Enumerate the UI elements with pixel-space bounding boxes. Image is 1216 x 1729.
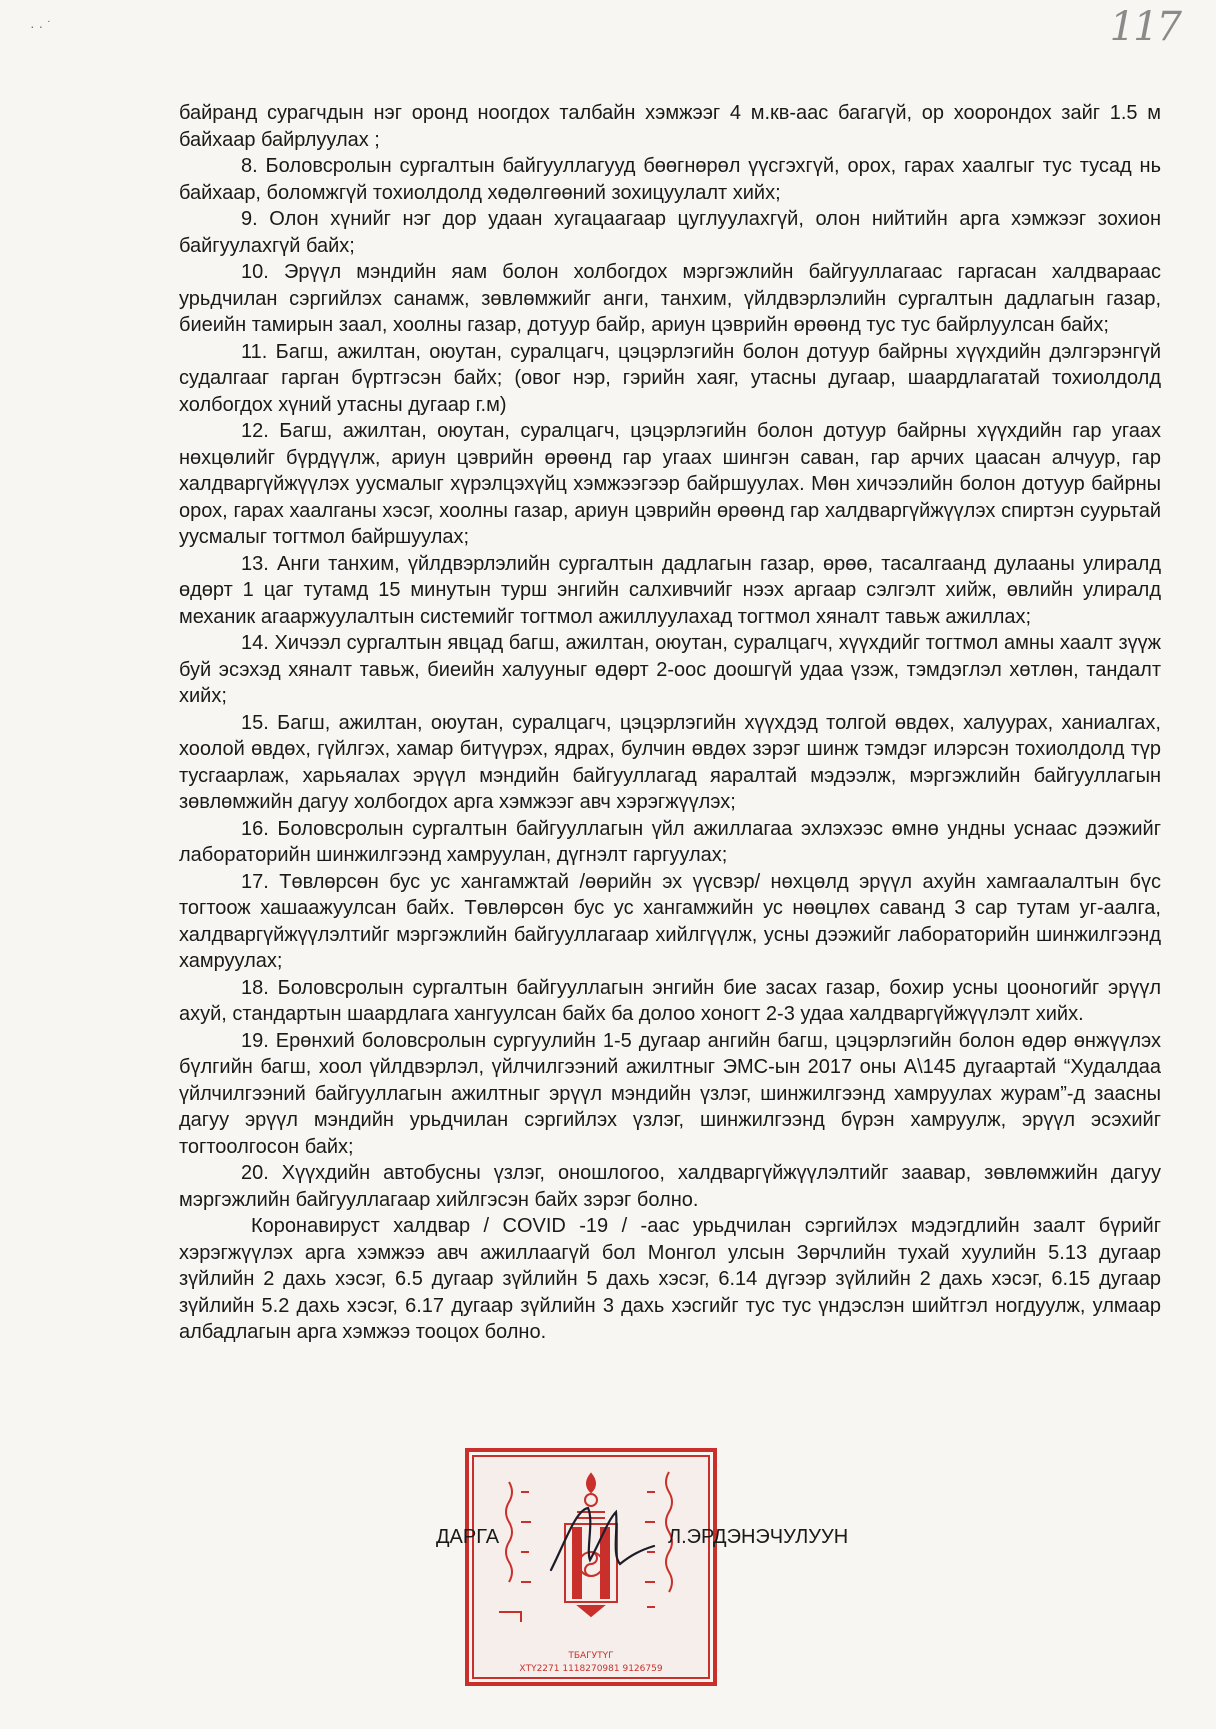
list-item: 11. Багш, ажилтан, оюутан, суралцагч, цэцэрлэгийн болон дотуур байрны хүүхдийн дэлгэрэнгүй судалгааг гарган бүртгэсэн байх; (овог нэр, гэрийн хаяг, утасны дугаар, шаардлагатай тохиолдолд холбогдох хүний утасны дугаар г.м) <box>179 340 1161 416</box>
list-item: 20. Хүүхдийн автобусны үзлэг, оношлогоо, халдваргүйжүүлэлтийг заавар, зөвлөмжийн дагуу мэргэжлийн байгууллагаар хийлгэсэн байх зэрэг болно. <box>179 1162 1161 1211</box>
signatory-name: Л.ЭРДЭНЭЧУЛУУН <box>668 1526 849 1548</box>
scan-specks: · · ˙ <box>30 18 52 34</box>
list-item: 18. Боловсролын сургалтын байгууллагын энгийн бие засах газар, бохир усны цооногийг эрүүл ахуй, стандартын шаардлага хангуулсан байх ба долоо хоногт 2-3 удаа халдваргүйжүүлэлт хийх. <box>179 976 1161 1025</box>
stamp-codes: ХТҮ2271 1118270981 9126759 <box>519 1664 663 1674</box>
list-item: 13. Анги танхим, үйлдвэрлэлийн сургалтын дадлагын газар, өрөө, тасалгаанд дулааны улиралд өдөрт 1 цаг тутамд 15 минутын турш энгийн салхивчийг нээх аргаар сэлгэлт хийж, өвлийн улиралд механик агааржуулалтын системийг тогтмол ажиллуулахад тогтмол хяналт тавьж ажиллах; <box>179 552 1161 628</box>
list-item: 14. Хичээл сургалтын явцад багш, ажилтан, оюутан, суралцагч, хүүхдийг тогтмол амны хаалт зүүж буй эсэхэд хяналт тавьж, биеийн халууныг өдөрт 2-оос доошгүй удаа үзэж, тэмдэглэл хөтлөн, тандалт хийх; <box>179 632 1161 707</box>
list-item: 8. Боловсролын сургалтын байгууллагууд бөөгнөрөл үүсгэхгүй, орох, гарах хаалгыг тус тусад нь байхаар, боломжгүй тохиолдолд хөдөлгөөний зохицуулалт хийх; <box>179 155 1161 204</box>
list-item: 10. Эрүүл мэндийн яам болон холбогдох мэргэжлийн байгууллагаас гаргасан халдвараас урьдчилан сэргийлэх санамж, зөвлөмжийг анги, танхим, үйлдвэрлэлийн сургалтын дадлагын газар, биеийн тамирын заал, хоолны газар, дотуур байр, ариун цэврийн өрөөнд тус тус байрлуулсан байх; <box>179 261 1161 336</box>
handwritten-signature <box>546 1500 656 1580</box>
list-item: байранд сурагчдын нэг оронд ноогдох талбайн хэмжээг 4 м.кв-аас багагүй, ор хоорондох зайг 1.5 м байхаар байрлуулах ; <box>179 102 1161 151</box>
list-item: 17. Төвлөрсөн бус ус хангамжтай /өөрийн эх үүсвэр/ нөхцөлд эрүүл ахуйн хамгаалалтын бүс тогтоож хашаажуулсан байх. Төвлөрсөн бус ус хангамжийн ус нөөцлөх саванд 3 сар тутам уг-аалга, халдваргүйжүүлэлтийг мэргэжлийн байгууллагаар хийлгүүлж, усны дээжийг лабораторийн шинжилгээнд хамруулах; <box>179 870 1161 972</box>
list-item: 15. Багш, ажилтан, оюутан, суралцагч, цэцэрлэгийн хүүхдэд толгой өвдөх, халуурах, ханиалгах, хоолой өвдөх, гүйлгэх, хамар битүүрэх, ядрах, булчин өвдөх зэрэг шинж тэмдэг илэрсэн тохиолдолд түр тусгаарлаж, харьяалах эрүүл мэндийн байгууллагад яаралтай мэдээлж, мэргэжлийн байгууллагын зөвлөмжийн дагуу холбогдох арга хэмжээг авч хэрэгжүүлэх; <box>179 711 1161 813</box>
stamp-org: ТБАГУТҮГ <box>568 1651 614 1661</box>
page-number: 117 <box>1109 4 1180 50</box>
list-item: 19. Ерөнхий боловсролын сургуулийн 1-5 дугаар ангийн багш, цэцэрлэгийн болон өдөр өнжүүлэх бүлгийн багш, хоол үйлдвэрлэл, үйлчилгээний ажилтныг ЭМС-ын 2017 оны А\145 дугаартай “Худалдаа үйлчилгээний байгууллагын ажилтныг эрүүл мэндийн үзлэг, шинжилгээнд хамруулах журам”-д заасны дагуу эрүүл мэндийн урьдчилан сэргийлэх үзлэг, шинжилгээнд бүрэн хамруулж, эрүүл эсэхийг тогтоолгосон байх; <box>179 1029 1161 1158</box>
list-item: 9. Олон хүнийг нэг дор удаан хугацаагаар цуглуулахгүй, олон нийтийн арга хэмжээг зохион байгуулахгүй байх; <box>179 208 1161 257</box>
signatory-title: ДАРГА <box>436 1526 500 1548</box>
list-item: 12. Багш, ажилтан, оюутан, суралцагч, цэцэрлэгийн болон дотуур байрны хүүхдийн гар угаах нөхцөлийг бүрдүүлж, ариун цэврийн өрөөнд гар угаах шингэн саван, гар арчих цаасан алчуур, гар халдваргүйжүүлэх уусмалыг хүрэлцэхүйц хэмжээгээр байршуулах. Мөн хичээлийн болон дотуур байрны орох, гарах хаалганы хэсэг, хоолны газар, ариун цэврийн өрөөнд гар халдваргүйжүүлэх спиртэн суурьтай уусмалыг тогтмол байршуулах; <box>179 420 1161 548</box>
list-item: 16. Боловсролын сургалтын байгууллагын үйл ажиллагаа эхлэхээс өмнө ундны уснаас дээжийг лабораторийн шинжилгээнд хамруулан, дүгнэлт гаргуулах; <box>179 817 1161 866</box>
stamp-footer <box>469 1650 713 1676</box>
closing-paragraph: Коронавируст халдвар / COVID -19 / -аас урьдчилан сэргийлэх мэдэгдлийн заалт бүрийг хэрэгжүүлэх арга хэмжээ авч ажиллаагүй бол Монгол улсын Зөрчлийн тухай хуулийн 5.13 дугаар зүйлийн 2 дахь хэсэг, 6.5 дугаар зүйлийн 5 дахь хэсэг, 6.14 дүгээр зүйлийн 2 дахь хэсэг, 6.15 дугаар зүйлийн 5.2 дахь хэсэг, 6.17 дугаар зүйлийн 3 дахь хэсгийг тус тус үндэслэн шийтгэл ногдуулж, улмаар албадлагын арга хэмжээ тооцох болно. <box>179 1215 1161 1343</box>
document-body <box>179 100 1161 1346</box>
